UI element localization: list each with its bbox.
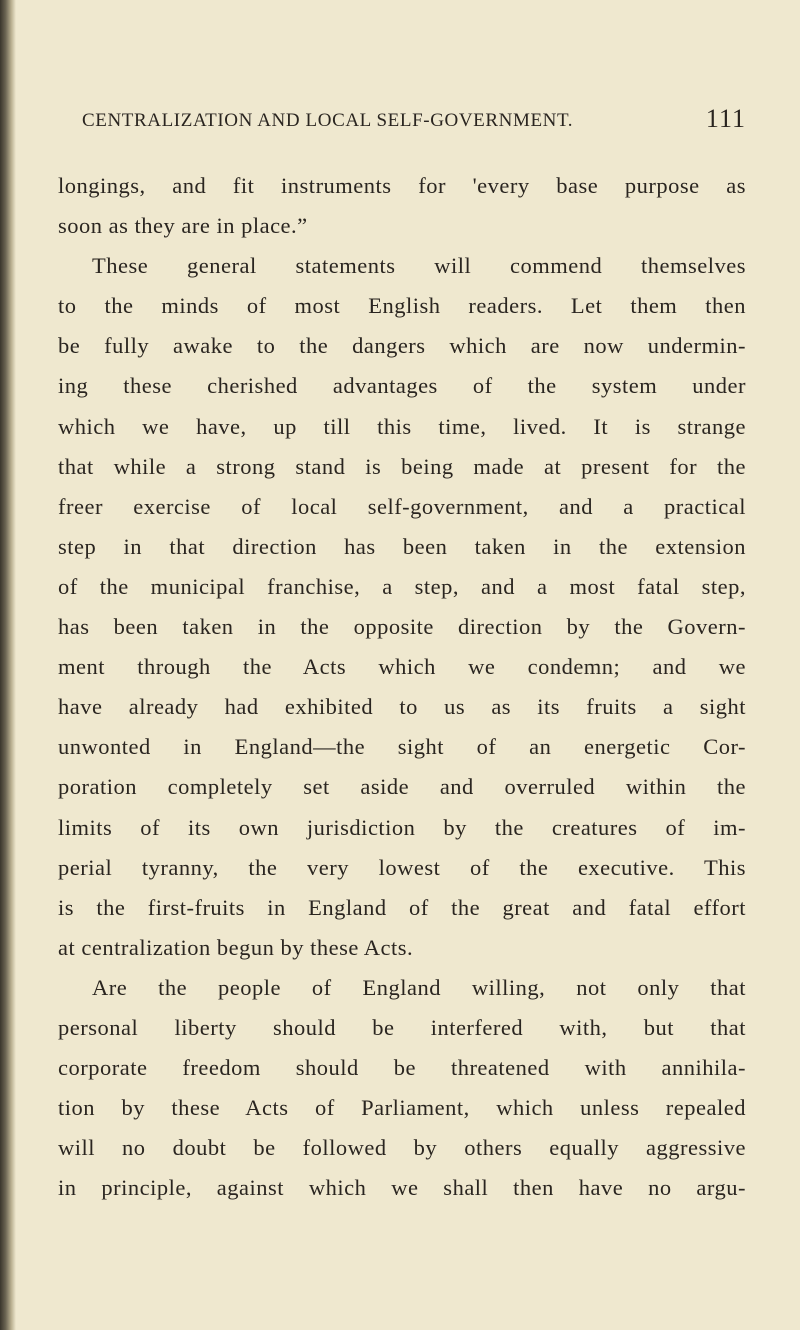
text-line: has been taken in the opposite direction by the Govern- <box>58 614 746 640</box>
page-number: 111 <box>705 104 746 133</box>
page-binding-shadow <box>0 0 16 1330</box>
text-line: of the municipal franchise, a step, and a most fatal step, <box>58 573 746 599</box>
paragraph-start-line: These general statements will commend themselves <box>92 253 746 279</box>
text-line: ment through the Acts which we condemn; and we <box>58 654 746 680</box>
text-line: to the minds of most English readers. Let them then <box>58 293 746 319</box>
text-line: unwonted in England—the sight of an energetic Cor- <box>58 734 746 760</box>
text-line: freer exercise of local self-government, and a practical <box>58 493 746 519</box>
text-line: ing these cherished advantages of the system under <box>58 373 746 399</box>
text-line: longings, and fit instruments for 'every base purpose as <box>58 173 746 198</box>
text-line: be fully awake to the dangers which are now undermin- <box>58 333 746 359</box>
text-line: step in that direction has been taken in the extension <box>58 533 746 559</box>
paragraph-start-line: Are the people of England willing, not only that <box>92 974 746 1000</box>
text-line: poration completely set aside and overruled within the <box>58 774 746 800</box>
body-text <box>58 166 746 1208</box>
text-line: which we have, up till this time, lived. It is strange <box>58 413 746 439</box>
text-line: at centralization begun by these Acts. <box>58 934 414 960</box>
text-line: is the first-fruits in England of the great and fatal effort <box>58 894 746 920</box>
text-line: will no doubt be followed by others equally aggressive <box>58 1135 746 1161</box>
text-line: have already had exhibited to us as its fruits a sight <box>58 694 746 720</box>
text-line: personal liberty should be interfered with, but that <box>58 1014 746 1040</box>
text-line: that while a strong stand is being made at present for the <box>58 453 746 479</box>
running-head: CENTRALIZATION AND LOCAL SELF-GOVERNMENT. <box>82 110 574 131</box>
text-line: limits of its own jurisdiction by the creatures of im- <box>58 814 746 840</box>
text-line: corporate freedom should be threatened with annihila- <box>58 1055 746 1081</box>
page-header <box>82 104 746 144</box>
text-line: tion by these Acts of Parliament, which unless repealed <box>58 1095 746 1121</box>
text-line: perial tyranny, the very lowest of the executive. This <box>58 854 746 880</box>
text-line: soon as they are in place.” <box>58 213 308 239</box>
text-line: in principle, against which we shall then have no argu- <box>58 1175 746 1201</box>
